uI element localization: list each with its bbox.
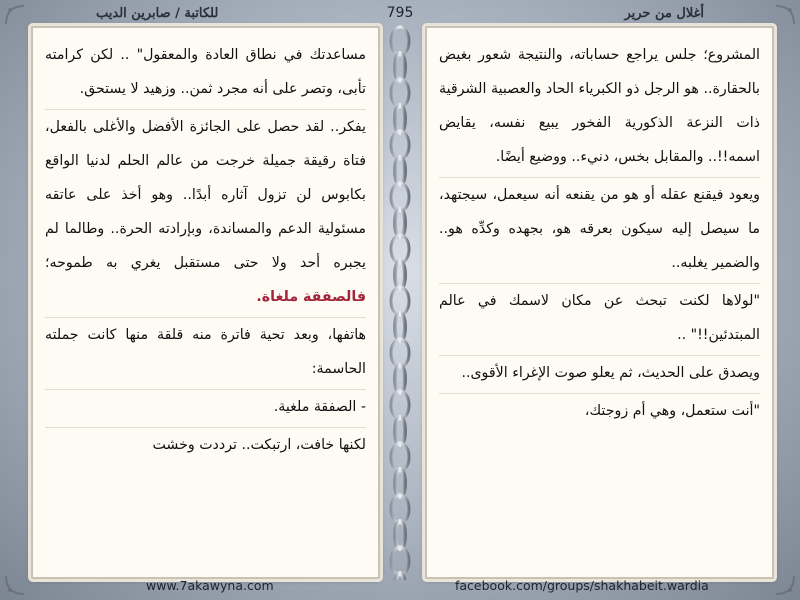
- highlighted-phrase: فالصفقة ملغاة.: [256, 289, 366, 305]
- paragraph: [45, 110, 366, 318]
- paragraph: المشروع؛ جلس يراجع حساباته، والنتيجة شعور بغيض بالحقارة.. هو الرجل ذو الكبرياء الحاد والعصبية الشرقية ذات النزعة الذكورية الفخور يبيع نفسه، يقايض اسمه!!.. والمقابل بخس، دنيء.. ووضيع أيضًا.: [439, 38, 760, 178]
- chain-link: [395, 105, 405, 133]
- facebook-group-link[interactable]: facebook.com/groups/shakhabeit.wardia: [455, 578, 709, 593]
- corner-ornament-icon: [774, 574, 796, 596]
- chain-link: [391, 391, 409, 419]
- chain-link: [395, 209, 405, 237]
- chain-link: [395, 365, 405, 393]
- chain-link: [395, 261, 405, 289]
- corner-ornament-icon: [4, 4, 26, 26]
- paragraph: هاتفها، وبعد تحية فاترة منه قلقة منها كانت جملته الحاسمة:: [45, 318, 366, 390]
- chain-link: [391, 131, 409, 159]
- quoted-line: "أنت ستعمل، وهي أم زوجتك،: [584, 403, 760, 419]
- chain-link: [395, 521, 405, 549]
- left-text-column: [31, 26, 380, 579]
- chain-link: [391, 287, 409, 315]
- chain-link: [395, 157, 405, 185]
- chain-link: [395, 469, 405, 497]
- book-title: أغلال من حرير: [624, 6, 704, 21]
- chain-link: [391, 235, 409, 263]
- paragraph: لكنها خافت، ارتبكت.. ترددت وخشت: [152, 437, 366, 453]
- paragraph: مساعدتك في نطاق العادة والمعقول" .. لكن كرامته تأبى، وتصر على أنه مجرد ثمن.. وزهيد لا يستحق.: [45, 38, 366, 110]
- chain-link: [391, 27, 409, 55]
- chain-link: [391, 183, 409, 211]
- quoted-line: "لولاها لكنت تبحث عن مكان لاسمك في عالم المبتدئين!!" ..: [439, 284, 760, 356]
- author-credit: للكاتبة / صابرين الديب: [96, 6, 219, 21]
- paragraph: ويعود فيقنع عقله أو هو من يقنعه أنه سيعمل، سيجتهد، ما سيصل إليه سيكون بعرقه هو، بجهده وكدِّه هو.. والضمير يغلبه..: [439, 178, 760, 284]
- paragraph-text: يفكر.. لقد حصل على الجائزة الأفضل والأغلى بالفعل، فتاة رقيقة جميلة خرجت من عالم الحلم لدنيا الواقع بكابوس لن تزول آثاره أبدًا.. وهو أخذ على عاتقه مسئولية الدعم والمساندة، وبإرادته الحرة.. وطالما لم يجبره أحد ولا حتى مستقبل يغري به طموحه؛: [45, 119, 366, 271]
- chain-link: [391, 443, 409, 471]
- chain-link: [391, 79, 409, 107]
- chain-link: [391, 547, 409, 575]
- chain-divider-icon: [387, 24, 413, 580]
- corner-ornament-icon: [774, 4, 796, 26]
- dialogue-line: - الصفقة ملغية.: [45, 390, 366, 428]
- website-link[interactable]: www.7akawyna.com: [146, 578, 274, 593]
- chain-link: [391, 339, 409, 367]
- chain-link: [395, 53, 405, 81]
- corner-ornament-icon: [4, 574, 26, 596]
- chain-link: [395, 417, 405, 445]
- chain-link: [391, 495, 409, 523]
- page-number: 795: [386, 5, 414, 21]
- paragraph: ويصدق على الحديث، ثم يعلو صوت الإغراء الأقوى..: [439, 356, 760, 394]
- right-text-column: [425, 26, 774, 579]
- chain-link: [395, 313, 405, 341]
